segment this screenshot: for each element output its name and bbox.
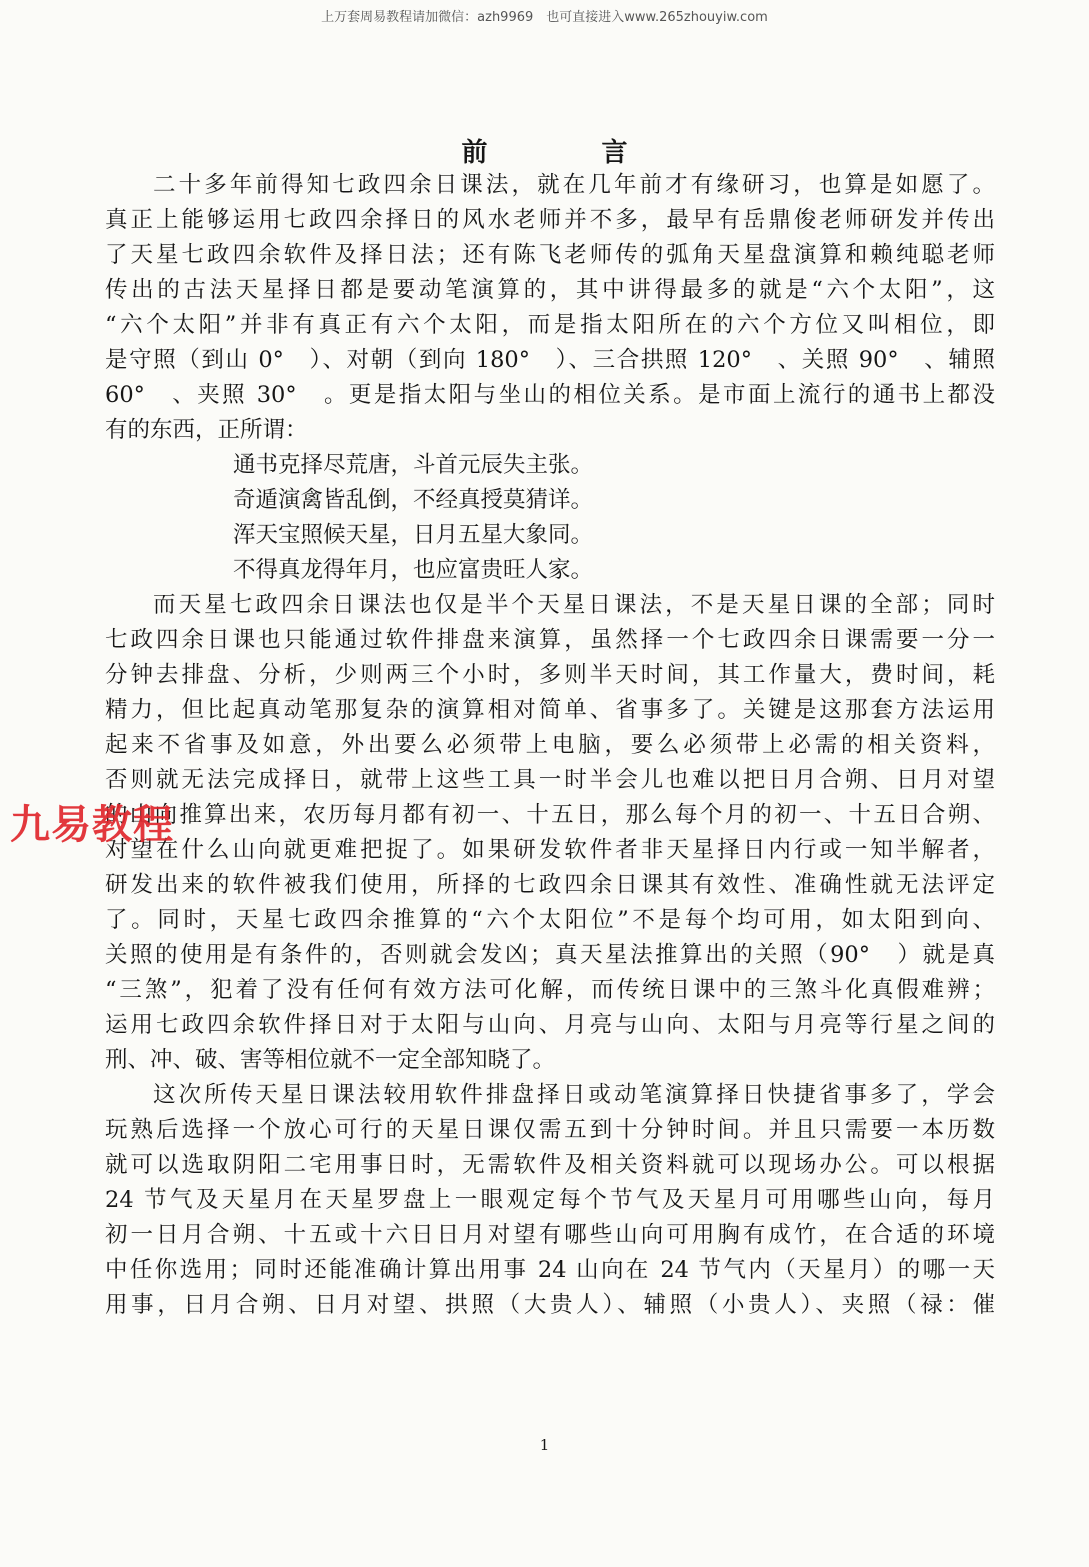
text-line: 这次所传天星日课法较用软件排盘择日或动笔演算择日快捷省事多了，学会 — [153, 1082, 995, 1108]
text-line: 起来不省事及如意，外出要么必须带上电脑，要么必须带上必需的相关资料， — [105, 732, 995, 758]
top-banner: 上万套周易教程请加微信：azh9969 也可直接进入www.265zhouyiw.com — [321, 10, 768, 25]
text-line: 24 节气及天星月在天星罗盘上一眼观定每个节气及天星月可用哪些山向，每月 — [105, 1187, 995, 1213]
text-line: 玩熟后选择一个放心可行的天星日课仅需五到十分钟时间。并且只需要一本历数 — [105, 1117, 995, 1143]
text-line: 初一日月合朔、十五或十六日日月对望有哪些山向可用胸有成竹，在合适的环境 — [105, 1222, 995, 1248]
text-line: 运用七政四余软件择日对于太阳与山向、月亮与山向、太阳与月亮等行星之间的 — [105, 1012, 995, 1038]
poem-line: 通书克择尽荒唐，斗首元辰失主张。 — [233, 452, 594, 478]
text-line: 真正上能够运用七政四余择日的风水老师并不多，最早有岳鼎俊老师研发并传出 — [105, 207, 995, 233]
text-line: 是守照（到山 0° ）、对朝（到向 180° ）、三合拱照 120° 、关照 90° 、辅照 — [105, 347, 995, 373]
text-line: 分钟去排盘、分析，少则两三个小时，多则半天时间，其工作量大，费时间，耗 — [105, 662, 995, 688]
text-line: 有的东西，正所谓： — [105, 417, 308, 443]
page-number: 1 — [539, 1436, 550, 1454]
text-line: 用事，日月合朔、日月对望、拱照（大贵人）、辅照（小贵人）、夹照（禄：催 — [105, 1292, 995, 1318]
poem-line: 不得真龙得年月，也应富贵旺人家。 — [233, 557, 594, 583]
text-line: 而天星七政四余日课法也仅是半个天星日课法，不是天星日课的全部；同时 — [153, 592, 995, 618]
text-line: 了。同时，天星七政四余推算的“六个太阳位”不是每个均可用，如太阳到向、 — [105, 907, 995, 933]
poem-line: 浑天宝照候天星，日月五星大象同。 — [233, 522, 594, 548]
text-line: 关照的使用是有条件的，否则就会发凶；真天星法推算出的关照（90° ）就是真 — [105, 942, 995, 968]
text-line: 刑、冲、破、害等相位就不一定全部知晓了。 — [105, 1047, 556, 1073]
watermark-logo: 九易教程 — [10, 802, 174, 848]
text-line: 传出的古法天星择日都是要动笔演算的，其中讲得最多的就是“六个太阳”，这 — [105, 277, 995, 303]
poem-line: 奇遁演禽皆乱倒，不经真授莫猜详。 — [233, 487, 594, 513]
text-line: 就可以选取阴阳二宅用事日时，无需软件及相关资料就可以现场办公。可以根据 — [105, 1152, 995, 1178]
body-text — [105, 168, 995, 1323]
text-line: “六个太阳”并非有真正有六个太阳，而是指太阳所在的六个方位又叫相位，即 — [105, 312, 995, 338]
text-line: 二十多年前得知七政四余日课法，就在几年前才有缘研习，也算是如愿了。 — [153, 172, 995, 198]
text-line: 60° 、夹照 30° 。更是指太阳与坐山的相位关系。是市面上流行的通书上都没 — [105, 382, 995, 408]
text-line: 的山向推算出来，农历每月都有初一、十五日，那么每个月的初一、十五日合朔、 — [105, 802, 995, 828]
text-line: 七政四余日课也只能通过软件排盘来演算，虽然择一个七政四余日课需要一分一 — [105, 627, 995, 653]
text-line: 了天星七政四余软件及择日法；还有陈飞老师传的弧角天星盘演算和赖纯聪老师 — [105, 242, 995, 268]
text-line: 中任你选用；同时还能准确计算出用事 24 山向在 24 节气内（天星月）的哪一天 — [105, 1257, 995, 1283]
page-title: 前 言 — [461, 138, 672, 168]
text-line: “三煞”，犯着了没有任何有效方法可化解，而传统日课中的三煞斗化真假难辨； — [105, 977, 995, 1003]
text-line: 对望在什么山向就更难把捉了。如果研发软件者非天星择日内行或一知半解者， — [105, 837, 995, 863]
text-line: 否则就无法完成择日，就带上这些工具一时半会儿也难以把日月合朔、日月对望 — [105, 767, 995, 793]
text-line: 精力，但比起真动笔那复杂的演算相对简单、省事多了。关键是这那套方法运用 — [105, 697, 995, 723]
text-line: 研发出来的软件被我们使用，所择的七政四余日课其有效性、准确性就无法评定 — [105, 872, 995, 898]
